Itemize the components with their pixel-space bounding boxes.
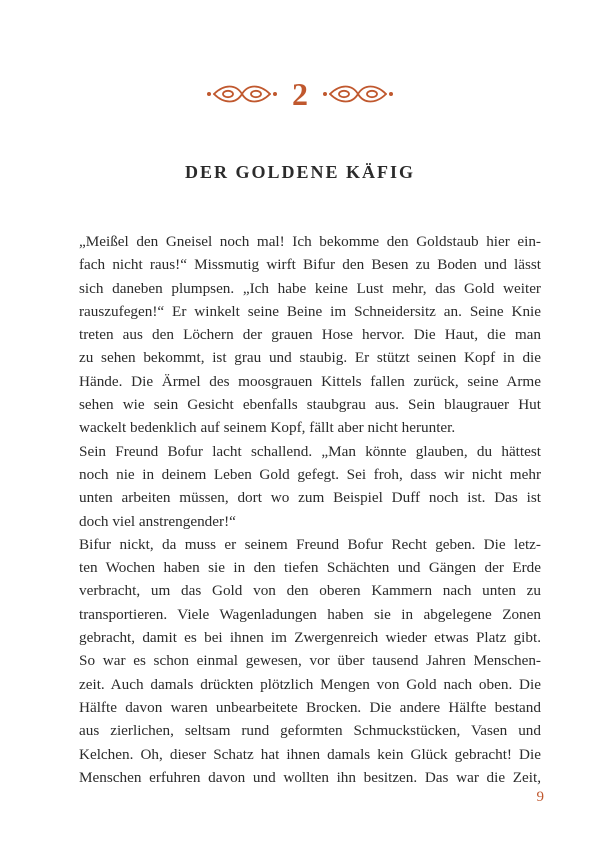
text-line: rauszufegen!“ Er winkelt seine Beine im Schneidersitz an. Seine Knie [79,302,541,320]
text-line: fach nicht raus!“ Missmutig wirft Bifur den Besen zu Boden und lässt [79,256,541,274]
text-line: gebracht, damit es bei ihnen im Zwergenreich wieder etwas Platz gibt. [79,629,541,647]
chapter-number: 2 [292,76,308,112]
chapter-title: DER GOLDENE KÄFIG [184,162,416,182]
text-line: unten arbeiten müssen, dort wo zum Beispiel Duff noch ist. Das ist [79,489,541,507]
text-line: Menschen erfuhren davon und wollten ihn besitzen. Das war die Zeit, [79,768,541,786]
text-line: Kelchen. Oh, dieser Schatz hat ihnen damals kein Glück gebracht! Die [79,745,541,763]
text-line: So war es schon einmal gewesen, vor über tausend Jahren Menschen- [79,652,541,670]
left-ornament-icon [206,83,278,105]
text-line: doch viel anstrengender!“ [79,512,236,530]
text-line: sehen wie sein Gesicht ebenfalls staubgrau aus. Sein blaugrauer Hut [79,396,541,414]
chapter-heading [0,72,600,116]
text-line: sich daneben plumpsen. „Ich habe keine Lust mehr, das Gold weiter [79,279,541,297]
text-line: transportieren. Viele Wagenladungen haben sie in abgelegene Zonen [79,605,541,623]
body-text [79,230,541,789]
text-line: noch nie in deinem Leben Gold gefegt. Sei froh, dass wir nicht mehr [79,465,541,483]
text-line: Bifur nickt, da muss er seinem Freund Bofur Recht geben. Die letz- [79,535,541,553]
text-line: zeit. Auch damals drückten plötzlich Mengen von Gold nach oben. Die [79,675,541,693]
page-number: 9 [536,789,544,805]
text-line: Sein Freund Bofur lacht schallend. „Man könnte glauben, du hättest [79,442,541,460]
text-line: zu sehen bekommt, ist grau und staubig. Er stützt seinen Kopf in die [79,349,541,367]
text-line: Hälfte davon waren unbearbeitete Brocken. Die andere Hälfte bestand [79,698,541,716]
text-line: aus zierlichen, seltsam rund geformten Schmuckstücken, Vasen und [79,722,541,740]
text-line: verbracht, um das Gold von den oberen Kammern nach unten zu [79,582,541,600]
text-line: treten aus den Löchern der grauen Hose hervor. Die Haut, die man [79,326,541,344]
text-line: wackelt bedenklich auf seinem Kopf, fällt aber nicht herunter. [79,419,456,437]
text-line: „Meißel den Gneisel noch mal! Ich bekomme den Goldstaub hier ein- [79,233,541,250]
right-ornament-icon [322,83,394,105]
text-line: ten Wochen haben sie in den tiefen Schächten und Gängen der Erde [79,559,541,577]
text-line: Hände. Die Ärmel des moosgrauen Kittels fallen zurück, seine Arme [79,372,541,390]
